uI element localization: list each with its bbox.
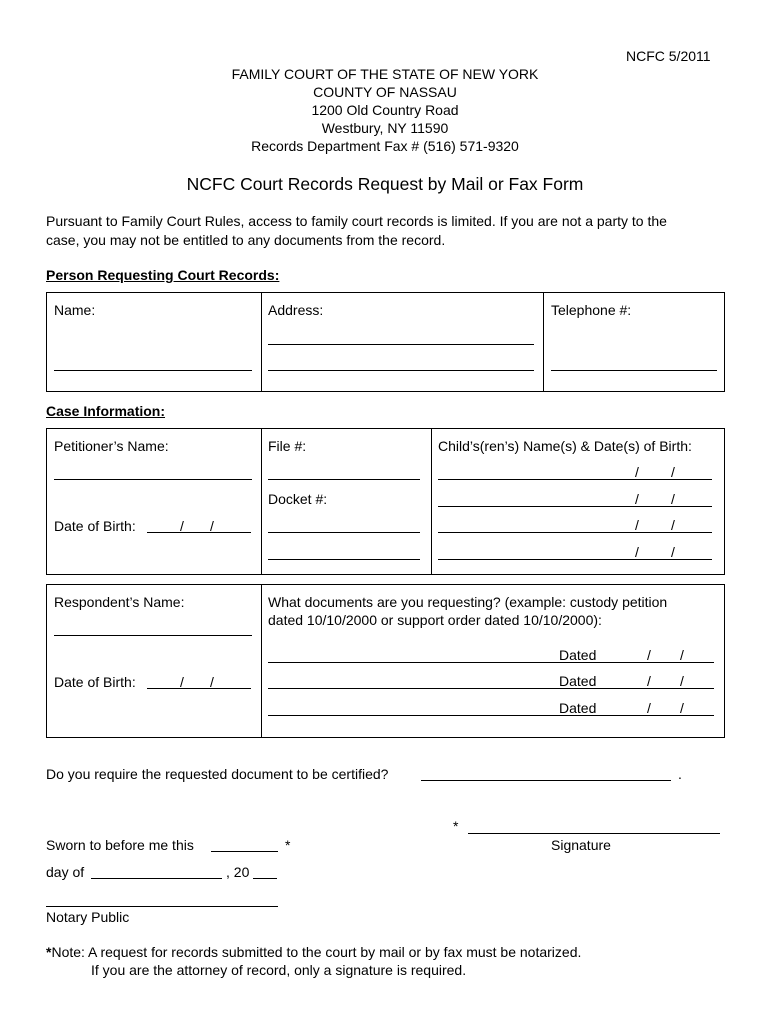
dob-slash: /: [210, 518, 214, 534]
dated-slash: /: [680, 673, 684, 689]
name-field[interactable]: [54, 370, 252, 371]
dated-label: Dated: [559, 700, 597, 716]
file-label: File #:: [268, 438, 307, 454]
address-field-2[interactable]: [268, 370, 534, 371]
signature-asterisk: *: [453, 818, 459, 834]
child-dob-slash: /: [635, 491, 639, 507]
telephone-label: Telephone #:: [551, 302, 632, 318]
dated-label: Dated: [559, 647, 597, 663]
sworn-text: Sworn to before me this: [46, 837, 194, 853]
dob-slash: /: [180, 518, 184, 534]
child-dob-slash: /: [635, 517, 639, 533]
notary-signature-field[interactable]: [46, 906, 278, 907]
dated-slash: /: [680, 647, 684, 663]
street-address: 1200 Old Country Road: [311, 102, 459, 118]
dated-slash: /: [680, 700, 684, 716]
respondent-box: [46, 584, 725, 738]
notary-label: Notary Public: [46, 909, 130, 925]
fax-number: Records Department Fax # (516) 571-9320: [251, 138, 519, 154]
petitioner-label: Petitioner’s Name:: [54, 438, 169, 454]
certified-period: .: [678, 766, 682, 782]
name-label: Name:: [54, 302, 96, 318]
certified-answer-field[interactable]: [421, 780, 671, 781]
note-line-2: If you are the attorney of record, only a signature is required.: [91, 962, 467, 978]
children-label: Child’s(ren’s) Name(s) & Date(s) of Birth:: [438, 438, 692, 454]
docket-label: Docket #:: [268, 491, 328, 507]
address-label: Address:: [268, 302, 324, 318]
day-of-label: day of: [46, 864, 85, 880]
requester-heading: Person Requesting Court Records:: [46, 267, 280, 283]
docket-number-field-2[interactable]: [268, 559, 420, 560]
note-line-1: *Note: A request for records submitted to the court by mail or by fax must be notarized.: [46, 944, 582, 960]
case-heading: Case Information:: [46, 403, 166, 419]
intro-line-1: Pursuant to Family Court Rules, access to family court records is limited. If you are not a party to the: [46, 213, 667, 229]
dob-slash: /: [180, 674, 184, 690]
child-dob-slash: /: [671, 517, 675, 533]
month-field[interactable]: [91, 878, 222, 879]
year-field[interactable]: [253, 878, 277, 879]
dated-label: Dated: [559, 673, 597, 689]
child-dob-slash: /: [635, 544, 639, 560]
certified-question: Do you require the requested document to be certified?: [46, 766, 389, 782]
requester-box: [46, 292, 725, 392]
child-dob-slash: /: [671, 491, 675, 507]
court-name: FAMILY COURT OF THE STATE OF NEW YORK: [231, 66, 539, 82]
petitioner-name-field[interactable]: [54, 479, 252, 480]
petitioner-dob-field[interactable]: [147, 532, 251, 533]
page-title: NCFC Court Records Request by Mail or Fax Form: [186, 174, 584, 194]
signature-field[interactable]: [468, 833, 720, 834]
dob-slash: /: [210, 674, 214, 690]
dated-slash: /: [647, 647, 651, 663]
file-number-field[interactable]: [268, 479, 420, 480]
case-box: [46, 428, 725, 575]
petitioner-dob-label: Date of Birth:: [54, 518, 136, 534]
dated-slash: /: [647, 700, 651, 716]
intro-line-2: case, you may not be entitled to any documents from the record.: [46, 232, 446, 248]
child-dob-slash: /: [671, 544, 675, 560]
respondent-dob-field[interactable]: [147, 688, 251, 689]
respondent-dob-label: Date of Birth:: [54, 674, 136, 690]
dated-slash: /: [647, 673, 651, 689]
respondent-label: Respondent’s Name:: [54, 594, 185, 610]
address-field-1[interactable]: [268, 344, 534, 345]
child-dob-slash: /: [635, 464, 639, 480]
docket-number-field-1[interactable]: [268, 532, 420, 533]
sworn-asterisk: *: [285, 837, 291, 853]
documents-question-2: dated 10/10/2000 or support order dated 10/10/2000):: [268, 612, 602, 628]
form-code: NCFC 5/2011: [626, 48, 711, 64]
child-dob-slash: /: [671, 464, 675, 480]
city-address: Westbury, NY 11590: [321, 120, 449, 136]
year-prefix: , 20: [226, 864, 250, 880]
respondent-name-field[interactable]: [54, 635, 252, 636]
signature-label: Signature: [551, 837, 611, 853]
county-name: COUNTY OF NASSAU: [313, 84, 457, 100]
sworn-day-field[interactable]: [211, 851, 278, 852]
telephone-field[interactable]: [551, 370, 717, 371]
documents-question-1: What documents are you requesting? (example: custody petition: [268, 594, 668, 610]
